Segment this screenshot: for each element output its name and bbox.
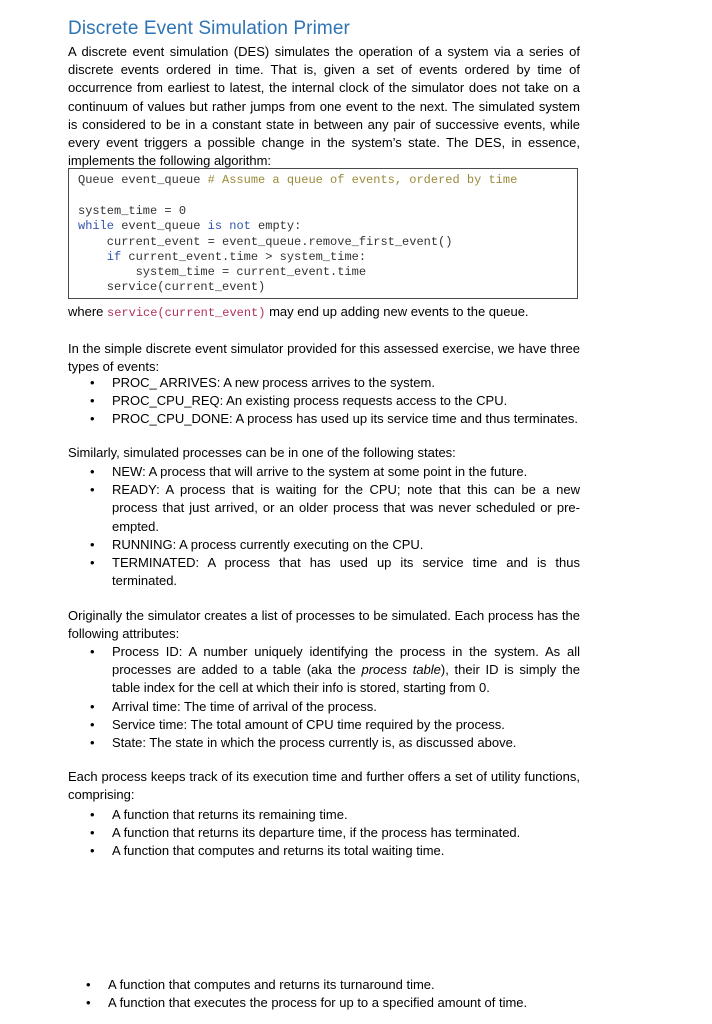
code-line-7: service(current_event) xyxy=(78,280,266,294)
list-item: • State: The state in which the process currently is, as discussed above. xyxy=(90,735,517,751)
states-intro: Similarly, simulated processes can be in one of the following states: xyxy=(68,445,456,460)
list-item: • PROC_CPU_DONE: A process has used up its service time and thus terminates. xyxy=(90,411,579,427)
page-title: Discrete Event Simulation Primer xyxy=(68,18,350,39)
list-item: • A function that computes and returns its total waiting time. xyxy=(90,843,445,859)
list-item: • A function that computes and returns its turnaround time. xyxy=(86,977,435,992)
funcs-intro: Each process keeps track of its execution time and further offers a set of utility functions, comprising: xyxy=(68,769,580,803)
events-list xyxy=(88,374,580,429)
funcs-list xyxy=(88,806,580,861)
intro-paragraph: A discrete event simulation (DES) simulates the operation of a system via a series of discrete events ordered in time. That is, given a set of events ordered by time of occurrence from earliest to latest, the internal clock of the simulator does not take on a continuum of values but rather jumps from one event to the next. The simulated system is considered to be in a constant state in between any pair of successive events, while every event triggers a possible change in the system’s state. The DES, in essence, implements the following algorithm: xyxy=(68,44,580,169)
code-line-5: if current_event.time > system_time: xyxy=(78,250,367,264)
code-line-4: current_event = event_queue.remove_first_event() xyxy=(78,235,453,249)
code-comment: # Assume a queue of events, ordered by time xyxy=(207,173,518,187)
code-line-2: system_time = 0 xyxy=(78,204,187,218)
events-intro: In the simple discrete event simulator provided for this assessed exercise, we have three types of events: xyxy=(68,341,580,375)
list-item: • READY: A process that is waiting for the CPU; note that this can be a new process that just arrived, or an older process that was never scheduled or pre-empted. xyxy=(90,482,580,534)
inline-code: service(current_event) xyxy=(107,306,266,320)
list-item: • Process ID: A number uniquely identifying the process in the system. As all processes are added to a table (aka the process table), their ID is simply the table index for the cell at which their info is stored, starting from 0. xyxy=(90,644,580,696)
list-item: • A function that executes the process for up to a specified amount of time. xyxy=(86,995,528,1011)
list-item: • TERMINATED: A process that has used up its service time and is thus terminated. xyxy=(90,555,580,589)
list-item: • Arrival time: The time of arrival of the process. xyxy=(90,698,377,714)
attrs-intro: Originally the simulator creates a list of processes to be simulated. Each process has the following attributes: xyxy=(68,608,580,642)
list-item: • PROC_ ARRIVES: A new process arrives to the system. xyxy=(90,375,435,390)
code-line-3: while event_queue is not empty: xyxy=(78,219,302,233)
states-list xyxy=(88,463,580,590)
list-item: • Service time: The total amount of CPU time required by the process. xyxy=(90,716,505,732)
list-item: • A function that returns its remaining time. xyxy=(90,807,348,822)
funcs-list-continued xyxy=(84,976,584,1012)
where-note: where service(current_event) may end up adding new events to the queue. xyxy=(68,304,529,320)
code-line-6: system_time = current_event.time xyxy=(78,265,367,279)
list-item: • A function that returns its departure time, if the process has terminated. xyxy=(90,825,521,841)
code-line-1: Queue event_queue # Assume a queue of events, ordered by time xyxy=(78,173,518,187)
list-item: • PROC_CPU_REQ: An existing process requests access to the CPU. xyxy=(90,393,508,409)
code-block xyxy=(68,168,578,299)
list-item: • RUNNING: A process currently executing on the CPU. xyxy=(90,536,424,552)
list-item: • NEW: A process that will arrive to the system at some point in the future. xyxy=(90,464,528,479)
attrs-list xyxy=(88,643,580,752)
